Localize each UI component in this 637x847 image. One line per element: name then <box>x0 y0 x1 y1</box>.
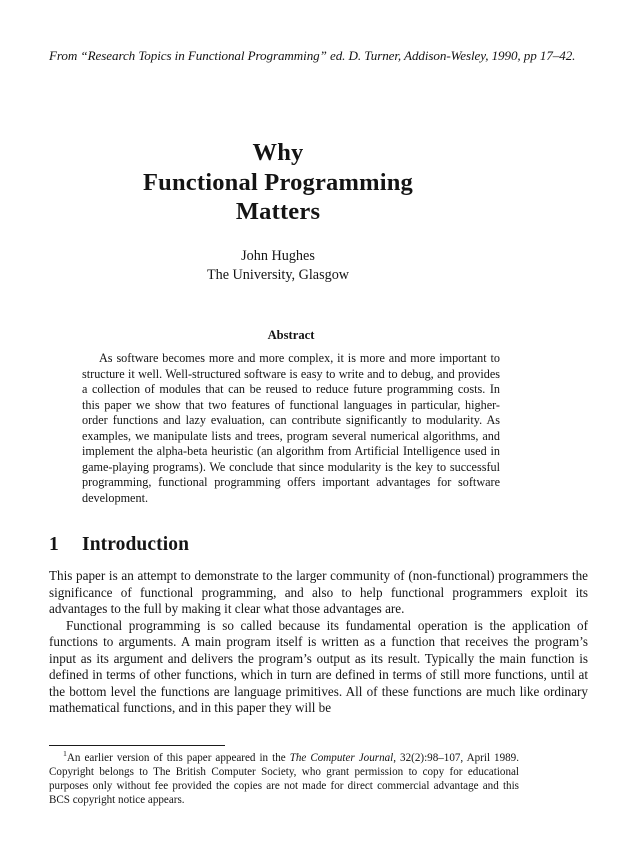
section-heading <box>49 533 189 557</box>
author-name: John Hughes <box>241 247 315 264</box>
footnote-text <box>49 751 519 807</box>
paragraph: Functional programming is so called because its fundamental operation is the application of functions to arguments. A main program itself is written as a function that receives the program’s input as its argument and delivers the program’s output as its result. Typically the main function is defined in terms of other functions, which in turn are defined in terms of still more functions, until at the bottom level the functions are language primitives. All of these functions are much like ordinary mathematical functions, and in this paper they will be <box>49 617 588 715</box>
abstract-heading: Abstract <box>267 328 315 342</box>
footnote-area <box>49 745 519 807</box>
footnote-part-2: , 32(2):98–107, April 1989. Copyright belongs to The British Computer Society, who grant permission to copy for educational purposes only without fee provided the copies are not made for direct commercial advantage and this BCS copyright notice appears. <box>49 752 519 807</box>
abstract-body: As software becomes more and more complex, it is more and more important to structure it well. Well-structured software is easy to write and to debug, and provides a collection of modules that can be reused to reduce future programming costs. In this paper we show that two features of functional languages in particular, higher-order functions and lazy evaluation, can contribute significantly to modularity. As examples, we manipulate lists and trees, program several numerical algorithms, and implement the alpha-beta heuristic (an algorithm from Artificial Intelligence used in game-playing programs). We conclude that since modularity is the key to successful programming, functional programming offers important advantages for software development. <box>82 351 500 505</box>
author-block <box>49 247 507 286</box>
author-affiliation: The University, Glasgow <box>206 267 350 283</box>
footnote-journal-title: The Computer Journal <box>289 752 394 764</box>
title-line-1: Why <box>252 139 304 166</box>
title-line-3: Matters <box>235 198 321 225</box>
page-title <box>49 138 507 227</box>
footnote-part-1: An earlier version of this paper appeared in the <box>66 752 290 764</box>
section-number: 1 <box>49 534 59 555</box>
section-title: Introduction <box>82 534 190 555</box>
title-block <box>49 138 507 286</box>
footnote-separator-rule <box>49 745 225 746</box>
abstract-section <box>82 328 500 506</box>
paragraph: This paper is an attempt to demonstrate to the larger community of (non-functional) programmers the significance of functional programming, and also to help functional programmers exploit its advantages to the full by making it clear what those advantages are. <box>49 568 588 616</box>
body-text <box>49 568 588 717</box>
publication-source-line: From “Research Topics in Functional Programming” ed. D. Turner, Addison-Wesley, 1990, pp 17–42. <box>49 48 576 63</box>
title-line-2: Functional Programming <box>142 168 414 196</box>
footnote-marker: 1 <box>63 749 67 758</box>
